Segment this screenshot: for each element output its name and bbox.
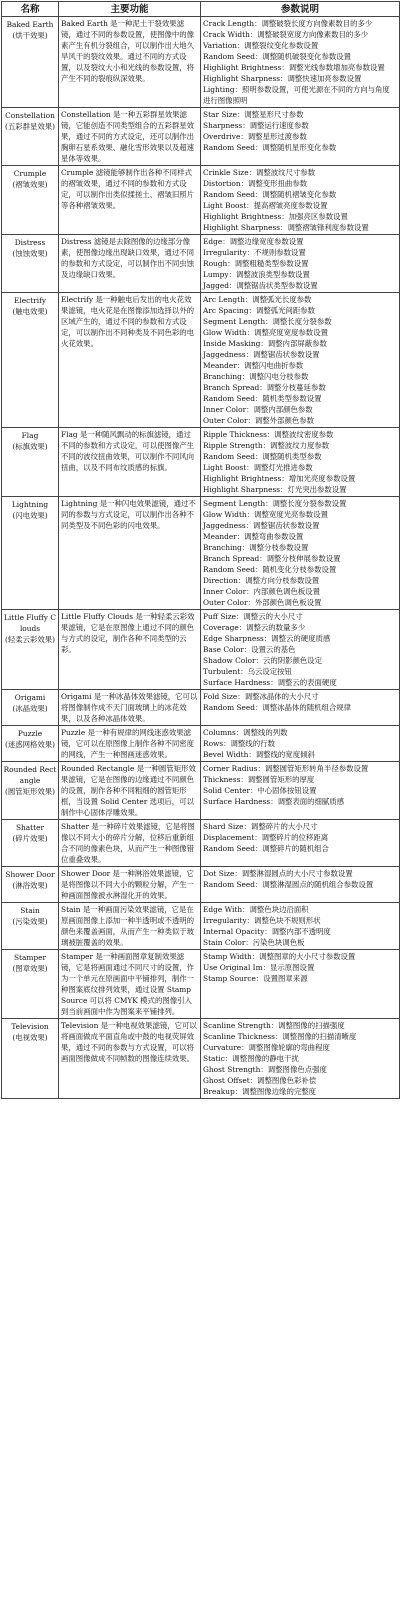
header-name: 名称 bbox=[2, 2, 59, 17]
param-line: Irregularity：调整色块不规则形状 bbox=[203, 916, 321, 925]
param-line: Highlight Brightness：加强亮区参数设置 bbox=[203, 212, 348, 221]
param-line: Arc Spacing：调整弧光间距参数 bbox=[203, 306, 316, 315]
param-line: Branching：调整闪电分枝参数 bbox=[203, 372, 309, 381]
param-line: Scanline Strength：调整图像的扫描强度 bbox=[203, 1021, 345, 1030]
param-line: Turbulent：乌云设定按钮 bbox=[203, 667, 292, 676]
param-line: Ghost Strength：调整图像色点强度 bbox=[203, 1065, 327, 1074]
param-line: Stain Color：污染色块调色板 bbox=[203, 938, 305, 947]
param-line: Stamp Source：设置图章来源 bbox=[203, 974, 308, 983]
param-line: Static：调整图像的静电干扰 bbox=[203, 1054, 299, 1063]
param-line: Jaggedness：调整锯齿状参数设置 bbox=[203, 350, 320, 359]
param-line: Inner Color：调整内部颜色参数 bbox=[203, 405, 313, 414]
header-row bbox=[2, 2, 400, 17]
param-line: Irregularity：不规则参数设置 bbox=[203, 248, 306, 257]
param-line: Thickness：调整圆管矩形的厚度 bbox=[203, 775, 315, 784]
filter-name-line: (冰晶效果) bbox=[12, 704, 48, 713]
param-line: Distortion：调整变形扭曲参数 bbox=[203, 179, 308, 188]
table-row bbox=[2, 497, 400, 610]
param-line: Rows：调整线的行数 bbox=[203, 739, 275, 748]
param-line: Random Seed：调整随机褶皱变化参数 bbox=[203, 190, 337, 199]
param-line: Light Boost：调整灯光推进参数 bbox=[203, 463, 313, 472]
param-line: Meander：调整弯曲参数设置 bbox=[203, 532, 304, 541]
filter-name-cell bbox=[2, 235, 59, 293]
filter-name-line: (触电效果) bbox=[12, 307, 48, 316]
table-row bbox=[2, 1019, 400, 1099]
table-row bbox=[2, 610, 400, 690]
param-line: Ghost Offset：调整图像色彩补偿 bbox=[203, 1076, 317, 1085]
filter-function-cell: Flag 是一种随风飘动的标旗滤镜，通过不同的参数和方式设定，可以使图像产生不同的波纹扭曲效果，可以制作不同风向扭曲，以及不同布纹质感的标旗。 bbox=[59, 428, 201, 497]
param-line: Surface Hardness：调整表面的细腻质感 bbox=[203, 797, 345, 806]
filter-name-cell bbox=[2, 108, 59, 166]
param-line: Ripple Strength：调整波纹力度参数 bbox=[203, 441, 330, 450]
filter-name-line: (图章效果) bbox=[12, 964, 48, 973]
table-row bbox=[2, 726, 400, 762]
param-line: Random Seed：随机变化分枝参数设置 bbox=[203, 565, 337, 574]
param-line: Star Size：调整星形尺寸参数 bbox=[203, 110, 304, 119]
filter-name-cell bbox=[2, 867, 59, 903]
filter-function-cell: Shatter 是一种碎片效果滤镜，它是将图像以不同大小的碎片分解，位移后重新组合不同的像素色块，从而产生一种图像错位重叠效果。 bbox=[59, 820, 201, 867]
param-line: Inner Color：内部颜色调色板设置 bbox=[203, 587, 321, 596]
filter-name-line: Shatter bbox=[15, 823, 45, 832]
filter-name-line: Electrify bbox=[13, 296, 47, 305]
filter-name-line: Baked Earth bbox=[6, 20, 54, 29]
param-line: Columns：调整线的列数 bbox=[203, 728, 288, 737]
param-line: Outer Color：外部颜色调色板设置 bbox=[203, 598, 322, 607]
filter-name-cell bbox=[2, 610, 59, 690]
param-line: Dot Size：调整淋湿圆点的大小尺寸参数设置 bbox=[203, 869, 353, 878]
filter-name-line: (烘干效果) bbox=[12, 31, 48, 40]
filter-function-cell: Lightning 是一种闪电效果滤镜，通过不同的参数与方式设定，可以制作出各种不同类型及不同色彩的闪电效果。 bbox=[59, 497, 201, 610]
param-line: Edge With：调整色块边沿面积 bbox=[203, 905, 309, 914]
filter-params-cell bbox=[201, 17, 400, 108]
filter-name-line: (轻柔云彩效果) bbox=[4, 635, 56, 644]
filter-params-cell bbox=[201, 497, 400, 610]
filter-params-cell bbox=[201, 293, 400, 428]
table-row bbox=[2, 166, 400, 235]
table-row bbox=[2, 867, 400, 903]
param-line: Inside Masking：调整内部屏蔽参数 bbox=[203, 339, 327, 348]
filter-name-line: (电视效果) bbox=[12, 1033, 48, 1042]
table-row bbox=[2, 17, 400, 108]
param-line: Random Seed：调整碎片的随机组合 bbox=[203, 844, 329, 853]
param-line: Segment Length：调整长度分裂参数 bbox=[203, 317, 332, 326]
param-line: Crack Length：调整破裂长度方向像素数目的多少 bbox=[203, 19, 373, 28]
param-line: Random Seed：调整随机星形变化参数 bbox=[203, 143, 337, 152]
filter-name-line: Origami bbox=[14, 693, 46, 702]
filter-name-line: Puzzle bbox=[17, 729, 43, 738]
filter-name-line: (五彩群星效果) bbox=[4, 122, 56, 131]
filter-params-cell bbox=[201, 108, 400, 166]
filter-function-cell: Electrify 是一种触电后发出的电火花效果滤镜，电火花是在图像添加选择以外的区域产生的，通过不同的参数和方式设定，可以制作出不同种类及不同色彩的电火花效果。 bbox=[59, 293, 201, 428]
filter-name-cell bbox=[2, 726, 59, 762]
param-line: Rough：调整粗糙类型参数设置 bbox=[203, 259, 309, 268]
filter-name-line: (淋浴效果) bbox=[12, 881, 48, 890]
filter-params-cell bbox=[201, 903, 400, 950]
filter-name-cell bbox=[2, 17, 59, 108]
filter-name-line: Little Fluffy Clouds bbox=[4, 613, 56, 633]
filter-name-cell bbox=[2, 293, 59, 428]
param-line: Glow Width：调整亮度宽度参数设置 bbox=[203, 328, 328, 337]
filter-params-cell bbox=[201, 690, 400, 726]
param-line: Surface Hardness：调整云的表面硬度 bbox=[203, 678, 337, 687]
param-line: Outer Color：调整外部颜色参数 bbox=[203, 416, 315, 425]
param-line: Scanline Thickness：调整图像的扫描清晰度 bbox=[203, 1032, 357, 1041]
filter-function-cell: Stamper 是一种画面图章复制效果滤镜，它是将画面通过不同尺寸的设置，作为一个单元在原画面中平铺排列，制作一种图案底纹排列效果，通过设置 Stamp Source 可以将 CMYK 模式的图像引入到当前画面中作为图案来平铺排列。 bbox=[59, 950, 201, 1019]
param-line: Puff Size：调整云的大小尺寸 bbox=[203, 612, 303, 621]
filter-name-line: (标旗效果) bbox=[12, 442, 48, 451]
param-line: Random Seed：调整随机破裂变化参数设置 bbox=[203, 52, 352, 61]
filter-name-line: Television bbox=[11, 1022, 49, 1031]
table-body bbox=[2, 17, 400, 1099]
filter-name-line: Lightning bbox=[11, 500, 49, 509]
param-line: Branch Spread：调整分枝蔓延参数 bbox=[203, 383, 326, 392]
filter-function-cell: Baked Earth 是一种泥土干裂效果滤镜，通过不同的参数设置，使图像中的像素产生有机分裂组合，可以制作出大地久旱风干的裂纹效果。通过不同的方式设置，以及裂纹大小和光线的参数设置，将产生不同的裂痕纵深效果。 bbox=[59, 17, 201, 108]
param-line: Bevel Width：调整线的宽度倾斜 bbox=[203, 750, 315, 759]
filter-params-cell bbox=[201, 950, 400, 1019]
filter-function-cell: Puzzle 是一种有规律的网线迷惑效果滤镜，它可以在原图像上制作各种不同密度的网线，产生一种图画迷惑效果。 bbox=[59, 726, 201, 762]
filter-name-cell bbox=[2, 497, 59, 610]
table-row bbox=[2, 950, 400, 1019]
filter-name-line: Stain bbox=[20, 906, 40, 915]
param-line: Edge：调整边缘宽度参数设置 bbox=[203, 237, 304, 246]
param-line: Light Boost：提高褶皱亮度参数设置 bbox=[203, 201, 328, 210]
filter-name-line: (迷惑网格效果) bbox=[4, 740, 56, 749]
param-line: Highlight Brightness：增加光亮度参数设置 bbox=[203, 474, 356, 483]
param-line: Random Seed：调整冰晶体的随机组合规律 bbox=[203, 703, 352, 712]
param-line: Glow Width：调整宽度光亮参数设置 bbox=[203, 510, 328, 519]
param-line: Displacement：调整碎片的位移距离 bbox=[203, 833, 329, 842]
filter-name-cell bbox=[2, 1019, 59, 1099]
param-line: Ripple Thickness：调整波纹密度参数 bbox=[203, 430, 334, 439]
header-params: 参数说明 bbox=[201, 2, 400, 17]
filter-function-cell: Origami 是一种冰晶体效果滤镜，它可以将图像制作成不天门面玻璃上的冰花效果，以及各种冰晶体效果。 bbox=[59, 690, 201, 726]
filter-function-cell: Stain 是一种画面污染效果滤镜，它是在原画面图像上添加一种半透明或不透明的颜色来覆盖画面，从而产生一种类似于玻璃被脏覆盖的效果。 bbox=[59, 903, 201, 950]
param-line: Lumpy：调整波浪类型参数设置 bbox=[203, 270, 310, 279]
param-line: Solid Center：中心固体按钮设置 bbox=[203, 786, 317, 795]
param-line: Edge Sharpness：调整云的硬度质感 bbox=[203, 634, 331, 643]
table-header bbox=[2, 2, 400, 17]
filter-name-line: (闪电效果) bbox=[12, 511, 48, 520]
filter-name-line: Constellation bbox=[5, 111, 55, 120]
filter-params-cell bbox=[201, 762, 400, 820]
filter-name-line: Rounded Rectangle bbox=[3, 765, 57, 785]
filter-params-cell bbox=[201, 428, 400, 497]
param-line: Branch Spread：调整分枝伸展参数设置 bbox=[203, 554, 341, 563]
table-row bbox=[2, 820, 400, 867]
filter-name-cell bbox=[2, 428, 59, 497]
param-line: Jagged：调整锯齿状类型参数设置 bbox=[203, 281, 318, 290]
param-line: Random Seed：调整随机类型参数 bbox=[203, 452, 322, 461]
filter-name-line: (圆管矩形效果) bbox=[4, 787, 56, 796]
filter-name-line: Distress bbox=[14, 238, 46, 247]
param-line: Shadow Color：云的阴影颜色设定 bbox=[203, 656, 323, 665]
param-line: Direction：调整方向分枝参数设置 bbox=[203, 576, 320, 585]
filter-table bbox=[1, 1, 400, 1099]
filter-name-line: (蚀蚀效果) bbox=[12, 249, 48, 258]
filter-function-cell: Rounded Rectangle 是一种圆管矩形效果滤镜，它是在图像的边缘通过不同颜色的设置，制作各种不同粗细的圆管矩形框，当设置 Solid Center 选项后，可以制作中心固体浮雕效果。 bbox=[59, 762, 201, 820]
param-line: Highlight Sharpness：灯光突出参数设置 bbox=[203, 485, 347, 494]
param-line: Jaggedness：调整锯齿状参数设置 bbox=[203, 521, 320, 530]
param-line: Crack Width：调整破裂宽度方向像素数目的多少 bbox=[203, 30, 369, 39]
filter-name-cell bbox=[2, 903, 59, 950]
param-line: Shard Size：调整碎片的大小尺寸 bbox=[203, 822, 318, 831]
filter-function-cell: Television 是一种电视效果滤镜，它可以将画面做成平面直角或中鼓的电视荧屏效果，通过不同的参数与方式设置，可以将画面图像做成不同帧数的图像连续效果。 bbox=[59, 1019, 201, 1099]
param-line: Overdrive：调整星形过渡参数 bbox=[203, 132, 307, 141]
param-line: Branching：调整分枝参数设置 bbox=[203, 543, 309, 552]
filter-name-cell bbox=[2, 166, 59, 235]
param-line: Stamp Width：调整图章的大小尺寸参数设置 bbox=[203, 952, 356, 961]
filter-params-cell bbox=[201, 166, 400, 235]
filter-name-cell bbox=[2, 762, 59, 820]
filter-params-cell bbox=[201, 1019, 400, 1099]
param-line: Highlight Sharpness：调整快速加亮参数设置 bbox=[203, 74, 362, 83]
param-line: Coverage：调整云的数量多少 bbox=[203, 623, 306, 632]
filter-function-cell: Crumple 滤镜能够制作出各种不同样式的褶皱效果，通过不同的参数和方式设定，可以制作出类似揉搓土、褶皱旧照片等各种褶皱效果。 bbox=[59, 166, 201, 235]
filter-function-cell: Little Fluffy Clouds 是一种轻柔云彩效果滤镜，它是在原图像上通过不同的颜色与方式的设定，制作各种不同类型的云彩。 bbox=[59, 610, 201, 690]
param-line: Arc Length：调整弧光长度参数 bbox=[203, 295, 312, 304]
param-line: Fold Size：调整冰晶体的大小尺寸 bbox=[203, 692, 319, 701]
filter-name-cell bbox=[2, 690, 59, 726]
table-row bbox=[2, 235, 400, 293]
filter-params-cell bbox=[201, 235, 400, 293]
table-row bbox=[2, 762, 400, 820]
filter-name-line: Shower Door bbox=[5, 870, 55, 879]
param-line: Internal Opacity：调整内部不透明度 bbox=[203, 927, 331, 936]
table-row bbox=[2, 108, 400, 166]
filter-name-line: (碎片效果) bbox=[12, 834, 48, 843]
filter-name-cell bbox=[2, 950, 59, 1019]
filter-params-cell bbox=[201, 867, 400, 903]
filter-name-line: Crumple bbox=[13, 169, 47, 178]
filter-params-cell bbox=[201, 610, 400, 690]
param-line: Use Original Im：显示原图设置 bbox=[203, 963, 315, 972]
table-row bbox=[2, 293, 400, 428]
filter-name-line: (污染效果) bbox=[12, 917, 48, 926]
filter-name-line: Stamper bbox=[13, 953, 47, 962]
param-line: Lighting：照明参数设置，可使光源在不同的方向与角度进行图像照明 bbox=[203, 85, 390, 105]
param-line: Meander：调整闪电曲折参数 bbox=[203, 361, 304, 370]
param-line: Random Seed：调整淋湿圆点的随机组合参数设置 bbox=[203, 880, 374, 889]
param-line: Highlight Sharpness：调整褶皱锋利度参数设置 bbox=[203, 223, 369, 232]
filter-function-cell: Distress 滤镜是去除图像的边缘部分像素，使图像边缘出现缺口效果，通过不同的参数和方式设定，可以制作出不同虫蚀及边缘缺口效果。 bbox=[59, 235, 201, 293]
filter-name-cell bbox=[2, 820, 59, 867]
param-line: Crinkle Size：调整波纹尺寸参数 bbox=[203, 168, 316, 177]
param-line: Random Seed：随机类型参数设置 bbox=[203, 394, 322, 403]
table-row bbox=[2, 690, 400, 726]
param-line: Highlight Brightness：调整光线参数增加亮参数设置 bbox=[203, 63, 385, 72]
param-line: Sharpness：调整运行速度参数 bbox=[203, 121, 309, 130]
header-function: 主要功能 bbox=[59, 2, 201, 17]
param-line: Segment Length：调整长度分裂参数设置 bbox=[203, 499, 347, 508]
table-row bbox=[2, 903, 400, 950]
param-line: Corner Radius：调整圆管矩形转角半径参数设置 bbox=[203, 764, 369, 773]
table-row bbox=[2, 428, 400, 497]
filter-function-cell: Constellation 是一种五彩群星效果滤镜，它能创造不同类型组合的五彩群星效果，通过不同的方式设定，还可以制作出胸卵石星系效果、融化雪形效果以及超速星体等效果。 bbox=[59, 108, 201, 166]
filter-params-cell bbox=[201, 820, 400, 867]
param-line: Base Color：设置云的基色 bbox=[203, 645, 296, 654]
filter-name-line: (褶皱效果) bbox=[12, 180, 48, 189]
param-line: Variation：调整裂纹变化参数设置 bbox=[203, 41, 319, 50]
filter-function-cell: Shower Door 是一种淋浴效果滤镜，它是将图像以不同大小的颗粒分解，产生一种画面图像被水淋湿化开的效果。 bbox=[59, 867, 201, 903]
param-line: Breakup：调整图像边缘的完整度 bbox=[203, 1087, 317, 1096]
filter-params-cell bbox=[201, 726, 400, 762]
param-line: Curvature：调整图像轮廓的弯曲程度 bbox=[203, 1043, 330, 1052]
filter-name-line: Flag bbox=[21, 431, 39, 440]
